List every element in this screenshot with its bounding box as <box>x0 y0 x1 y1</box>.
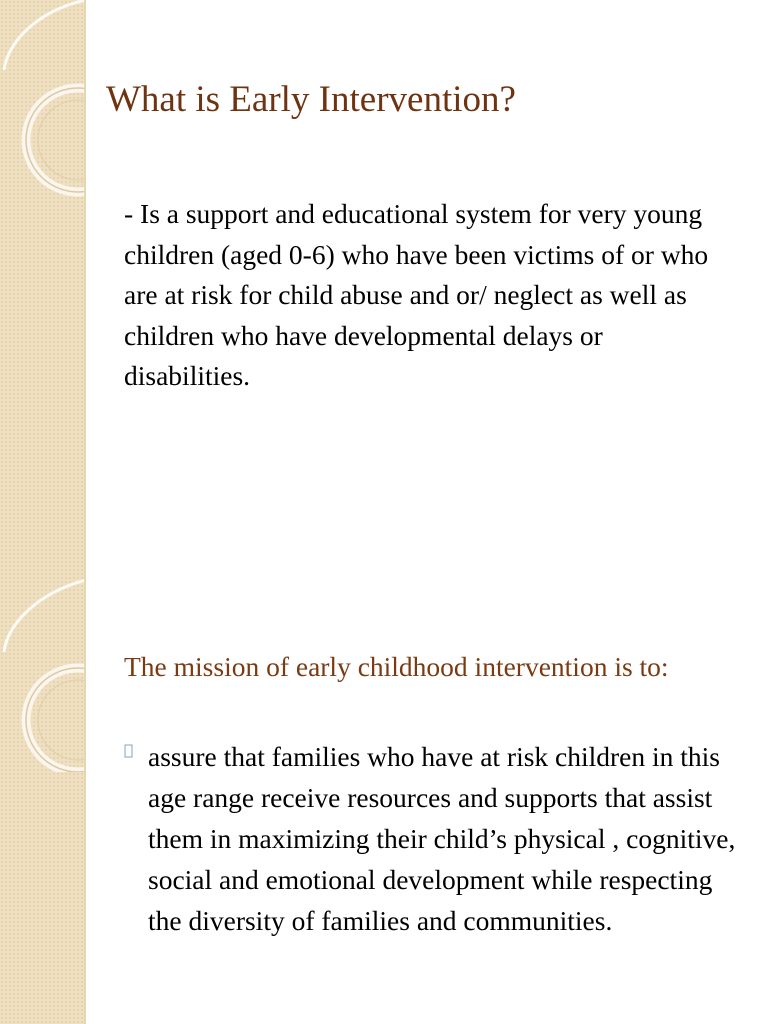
bullet-outline-icon <box>124 744 134 758</box>
slide-2 <box>0 512 768 1024</box>
list-item <box>124 736 744 941</box>
band-edge <box>84 512 86 1024</box>
decorative-side-band <box>0 0 84 512</box>
band-edge <box>84 0 86 512</box>
swirl-ornament-icon <box>0 0 84 260</box>
bullet-text: assure that families who have at risk children in this age range receive resources and supports that assist them in maximizing their child’s physical , cognitive, social and emotional development while respecting the diversity of families and communities. <box>148 741 736 936</box>
slide-title: What is Early Intervention? <box>106 79 516 120</box>
decorative-side-band <box>0 512 84 1024</box>
slide-body-text: - Is a support and educational system for very young children (aged 0-6) who have been victims of or who are at risk for child abuse and or/ neglect as well as children who have developmental delays or disabilities. <box>124 198 709 391</box>
mission-heading: The mission of early childhood intervention is to: <box>124 651 669 682</box>
swirl-ornament-icon <box>0 512 84 772</box>
